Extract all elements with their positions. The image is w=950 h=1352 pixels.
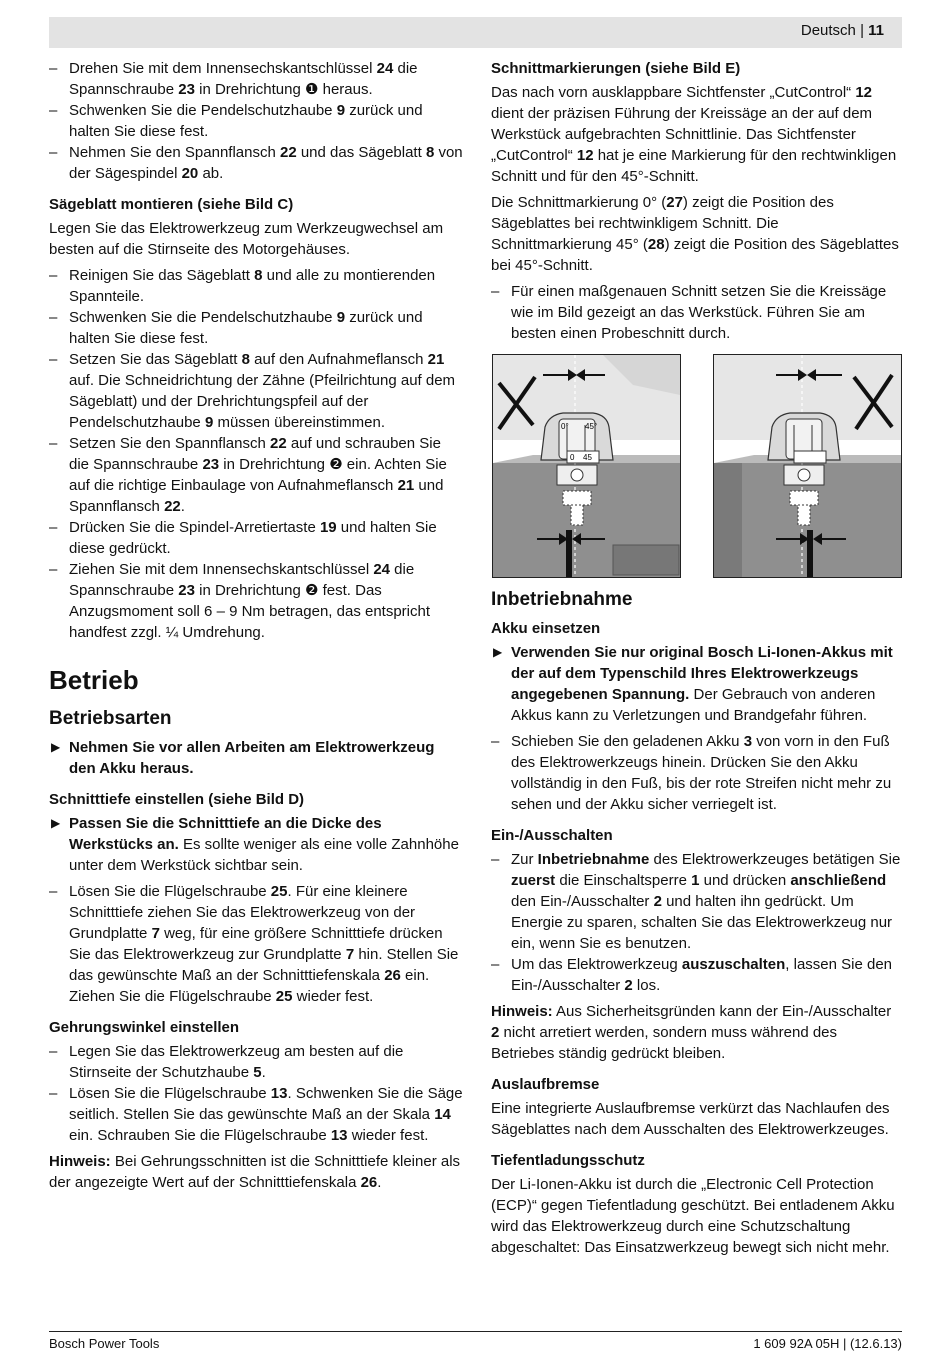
triangle-bullet-icon: ▶ [51,816,61,830]
saw-mount-list [49,265,465,643]
list-item: – Drücken Sie die Spindel-Arretiertaste 19 und halten Sie diese gedrückt. [49,517,465,559]
list-item: – Setzen Sie den Spannflansch 22 auf und schrauben Sie die Spannschraube 23 in Drehrichtung ❷ ein. Achten Sie auf die richtige Einbaulage von Aufnahmeflansch 21 und Spannflansch 22. [49,433,465,517]
list-item: – Lösen Sie die Flügelschraube 25. Für eine kleinere Schnitttiefe ziehen Sie das Elektrowerkzeug von der Grundplatte 7 weg, für eine größere Schnitttiefe drücken Sie das Elektrowerkzeug zur Grundplatte 7 hin. Stellen Sie das gewünschte Maß an der Schnitttiefenskala 26 ein. Ziehen Sie die Flügelschraube 25 wieder fest. [49,881,465,1007]
list-item: – Schieben Sie den geladenen Akku 3 von vorn in den Fuß des Elektrowerkzeugs hinein. Drücken Sie den Akku vollständig in den Fuß, bis der rote Streifen nicht mehr zu sehen und der Akku sicher verriegelt ist. [491,731,902,815]
brake-text: Eine integrierte Auslaufbremse verkürzt das Nachlaufen des Sägeblattes nach dem Ausschalten des Elektrowerkzeuges. [491,1100,890,1138]
list-item: – Zur Inbetriebnahme des Elektrowerkzeuges betätigen Sie zuerst die Einschaltsperre 1 und drücken anschließend den Ein-/Ausschalter 2 und halten ihn gedrückt. Um Energie zu sparen, schalten Sie das Elektrowerkzeug nur ein, wenn Sie es benutzen. [491,849,902,954]
cut-depth-list [49,881,465,1007]
list-item: – Lösen Sie die Flügelschraube 13. Schwenken Sie die Säge seitlich. Stellen Sie das gewünschte Maß an der Skala 14 ein. Schrauben Sie die Flügelschraube 13 wieder fest. [49,1083,465,1146]
page-footer [49,1331,902,1351]
triangle-bullet-icon: ▶ [51,740,61,754]
rotation-2-icon: ❷ [329,456,343,473]
marks-paragraph-2: Die Schnittmarkierung 0° (27) zeigt die Position des Sägeblattes bei rechtwinkligem Schnitt. Die Schnittmarkierung 45° (28) zeigt die Position des Sägeblattes bei 45°-Schnitt. [491,194,899,274]
marks-paragraph-1: Das nach vorn ausklappbare Sichtfenster „CutControl“ 12 dient der präzisen Führung der Kreissäge an der auf dem Werkstück aufgebrachten Schnittlinie. Das Sichtfenster „CutControl“ 12 hat je eine Markierung für den rechtwinkligen Schnitt und für den 45°-Schnitt. [491,84,897,185]
list-item: – Schwenken Sie die Pendelschutzhaube 9 zurück und halten Sie diese fest. [49,100,465,142]
akku-heading: Akku einsetzen [491,620,601,637]
section-title-betrieb: Betrieb [49,665,139,695]
header-separator: | [855,22,869,39]
header-text [801,22,884,39]
onoff-note: Hinweis: Aus Sicherheitsgründen kann der Ein-/Ausschalter 2 nicht arretiert werden, sondern muss während des Betriebes ständig gedrückt bleiben. [491,1003,892,1062]
list-item: – Drehen Sie mit dem Innensechskantschlüssel 24 die Spannschraube 23 in Drehrichtung ❶ heraus. [49,58,465,100]
miter-heading: Gehrungswinkel einstellen [49,1019,240,1036]
list-item: – Für einen maßgenauen Schnitt setzen Sie die Kreissäge wie im Bild gezeigt an das Werkstück. Führen Sie am besten einen Probeschnitt durch. [491,281,902,344]
intro-list [49,58,465,184]
list-item: – Legen Sie das Elektrowerkzeug am besten auf die Stirnseite der Schutzhaube 5. [49,1041,465,1083]
akku-list [491,731,902,815]
list-item: – Nehmen Sie den Spannflansch 22 und das Sägeblatt 8 von der Sägespindel 20 ab. [49,142,465,184]
warning-note: ▶ Passen Sie die Schnitttiefe an die Dicke des Werkstücks an. Es sollte weniger als eine volle Zahnhöhe unter dem Werkstück sichtbar sein. [51,815,459,874]
cut-depth-heading: Schnitttiefe einstellen (siehe Bild D) [49,791,305,808]
warning-note: ▶ Verwenden Sie nur original Bosch Li-Ionen-Akkus mit der auf dem Typenschild Ihres Elektrowerkzeugs angegebenen Spannung. Der Gebrauch von anderen Akkus kann zu Verletzungen und Brandgefahr führen. [493,644,893,724]
rotation-2-icon: ❷ [305,582,319,599]
figure-drawing [493,355,680,577]
header-language: Deutsch [800,22,856,39]
figure-wrong-left [492,354,681,578]
figure-wrong-right [713,354,902,578]
list-item: – Setzen Sie das Sägeblatt 8 auf den Aufnahmeflansch 21 auf. Die Schneidrichtung der Zähne (Pfeilrichtung auf dem Sägeblatt) und der Drehrichtungspfeil auf der Pendelschutzhaube 9 müssen übereinstimmen. [49,349,465,433]
figure-drawing [714,355,901,577]
marks-heading: Schnittmarkierungen (siehe Bild E) [491,60,741,77]
marks-list [491,281,902,344]
rotation-1-icon: ❶ [305,81,319,98]
deep-discharge-heading: Tiefentladungsschutz [491,1152,645,1169]
warning-note: ▶ Nehmen Sie vor allen Arbeiten am Elektrowerkzeug den Akku heraus. [51,739,435,777]
left-column [49,58,465,1198]
triangle-bullet-icon: ▶ [493,645,503,659]
right-column [491,58,902,1263]
footer-brand: Bosch Power Tools [49,1336,160,1351]
marker-label-45: 45 [583,453,592,462]
list-item: – Reinigen Sie das Sägeblatt 8 und alle zu montierenden Spannteile. [49,265,465,307]
brake-heading: Auslaufbremse [491,1076,600,1093]
scale-label-45: 45° [585,422,598,431]
list-item: – Schwenken Sie die Pendelschutzhaube 9 zurück und halten Sie diese fest. [49,307,465,349]
onoff-list [491,849,902,996]
miter-note: Hinweis: Bei Gehrungsschnitten ist die Schnitttiefe kleiner als der angezeigte Wert auf der Schnitttiefenskala 26. [49,1153,461,1191]
list-item: – Ziehen Sie mit dem Innensechskantschlüssel 24 die Spannschraube 23 in Drehrichtung ❷ fest. Das Anzugsmoment soll 6 – 9 Nm betragen, das entspricht handfest zzgl. ¼ Umdrehung. [49,559,465,643]
footer-doc-id: 1 609 92A 05H | (12.6.13) [753,1336,902,1351]
marker-label-0: 0 [570,453,575,462]
onoff-heading: Ein-/Ausschalten [491,827,613,844]
saw-mount-text: Legen Sie das Elektrowerkzeug zum Werkzeugwechsel am besten auf die Stirnseite des Motorgehäuses. [49,220,444,258]
section-title-inbetriebnahme: Inbetriebnahme [491,589,633,610]
page-number: 11 [868,22,884,39]
section-title-betriebsarten: Betriebsarten [49,708,172,729]
deep-discharge-text: Der Li-Ionen-Akku ist durch die „Electronic Cell Protection (ECP)“ gegen Tiefentladung geschützt. Bei entladenem Akku wird das Elektrowerkzeug durch eine Schutzschaltung abgeschaltet: Das Einsatzwerkzeug bewegt sich nicht mehr. [491,1176,895,1256]
miter-list [49,1041,465,1146]
list-item: – Um das Elektrowerkzeug auszuschalten, lassen Sie den Ein-/Ausschalter 2 los. [491,954,902,996]
scale-label-0: 0° [561,422,569,431]
saw-mount-heading: Sägeblatt montieren (siehe Bild C) [49,196,294,213]
figure-cut-markings [491,354,902,578]
page-header [49,17,902,48]
